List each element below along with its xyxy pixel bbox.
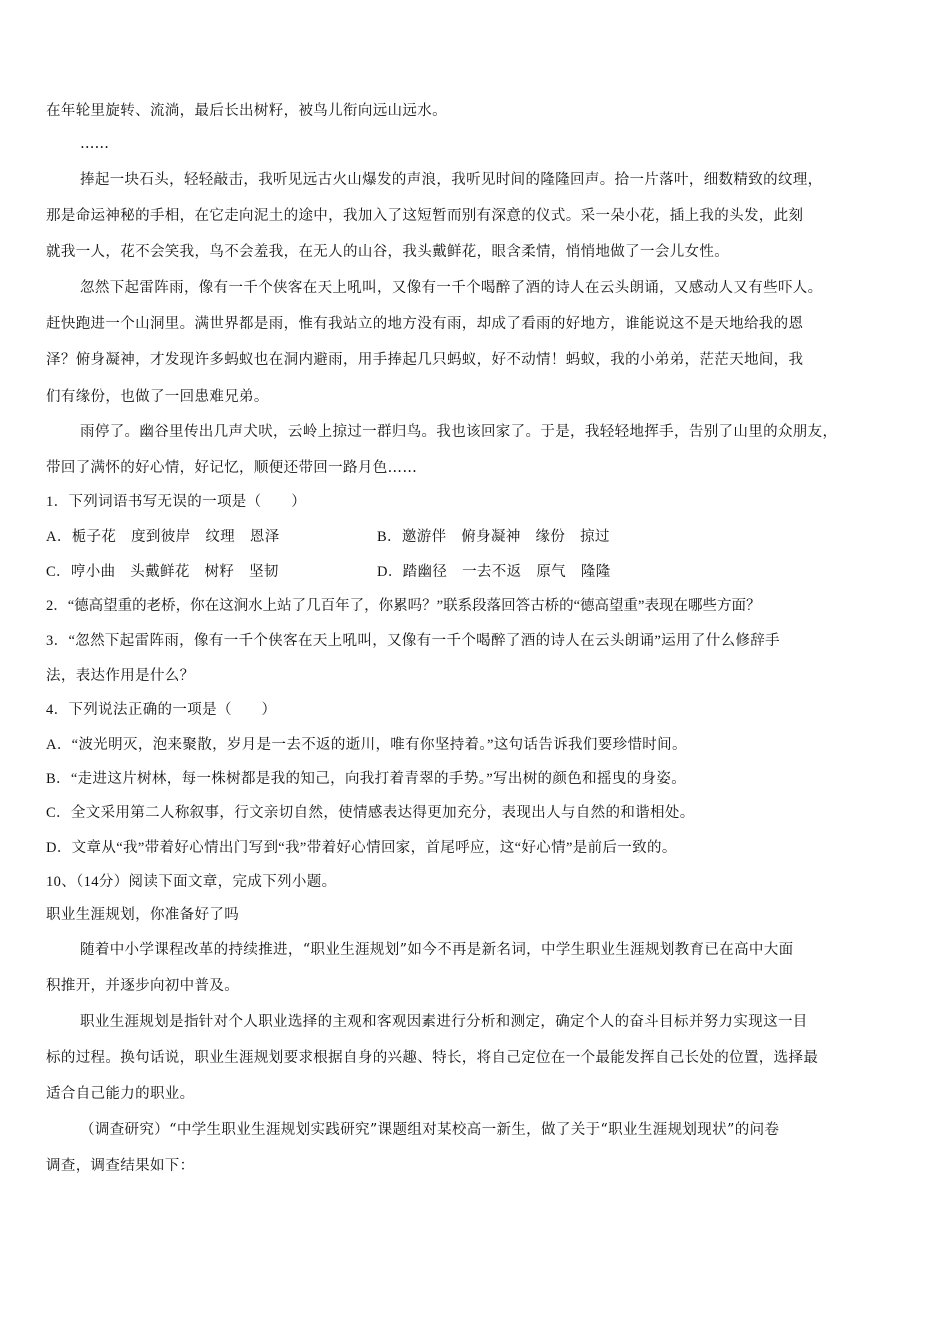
passage-p3-line1: 雨停了。幽谷里传出几声犬吠，云岭上掠过一群归鸟。我也该回家了。于是，我轻轻地挥手，告别了山里的众朋友，	[80, 424, 838, 440]
question-1: 1．下列词语书写无误的一项是（ ）	[46, 494, 307, 510]
article-p2-line2: 标的过程。换句话说，职业生涯规划要求根据自身的兴趣、特长，将自己定位在一个最能发挥自己长处的位置，选择最	[46, 1050, 819, 1066]
passage-p1-line1: 捧起一块石头，轻轻敲击，我听见远古火山爆发的声浪，我听见时间的隆隆回声。拾一片落叶，细数精致的纹理，	[80, 172, 823, 188]
passage-ellipsis: ……	[80, 136, 109, 152]
q4-option-d: D．文章从“我”带着好心情出门写到“我”带着好心情回家，首尾呼应，这“好心情”是前后一致的。	[46, 840, 677, 856]
passage-p1-line2: 那是命运神秘的手相，在它走向泥土的途中，我加入了这短暂而别有深意的仪式。采一朵小花，插上我的头发，此刻	[46, 208, 804, 224]
q4-option-a: A．“波光明灭，泡来聚散，岁月是一去不返的逝川，唯有你坚持着。”这句话告诉我们要珍惜时间。	[46, 737, 687, 753]
q1-option-b: B．邀游伴 俯身凝神 缘份 掠过	[377, 529, 610, 545]
passage-line: 在年轮里旋转、流淌，最后长出树籽，被鸟儿衔向远山远水。	[46, 103, 447, 119]
passage-p2-line4: 们有缘份，也做了一回患难兄弟。	[46, 389, 269, 405]
passage-p2-line2: 赶快跑进一个山洞里。满世界都是雨，惟有我站立的地方没有雨，却成了看雨的好地方，谁能说这不是天地给我的恩	[46, 316, 804, 332]
q1-option-a: A．栀子花 度到彼岸 纹理 恩泽	[46, 529, 280, 545]
article-p3-line2: 调查，调查结果如下：	[46, 1158, 195, 1174]
passage-p3-line2: 带回了满怀的好心情，好记忆，顺便还带回一路月色……	[46, 460, 418, 476]
article-p2-line3: 适合自己能力的职业。	[46, 1086, 195, 1102]
q1-option-c: C．哼小曲 头戴鲜花 树籽 坚韧	[46, 564, 279, 580]
passage-p2-line1: 忽然下起雷阵雨，像有一千个侠客在天上吼叫，又像有一千个喝醉了酒的诗人在云头朗诵，又感动人又有些吓人。	[80, 280, 823, 296]
article-p2-line1: 职业生涯规划是指针对个人职业选择的主观和客观因素进行分析和测定，确定个人的奋斗目标并努力实现这一目	[80, 1014, 808, 1030]
article-p1-line1: 随着中小学课程改革的持续推进，“职业生涯规划”如今不再是新名词，中学生职业生涯规划教育已在高中大面	[80, 942, 794, 958]
article-p1-line2: 积推开，并逐步向初中普及。	[46, 978, 240, 994]
q4-option-c: C．全文采用第二人称叙事，行文亲切自然，使情感表达得更加充分，表现出人与自然的和谐相处。	[46, 805, 695, 821]
article-p3-line1: （调查研究）“中学生职业生涯规划实践研究”课题组对某校高一新生，做了关于“职业生涯规划现状”的问卷	[80, 1122, 780, 1138]
q4-option-b: B．“走进这片树林，每一株树都是我的知己，向我打着青翠的手势。”写出树的颜色和摇曳的身姿。	[46, 771, 687, 787]
question-3-line2: 法，表达作用是什么？	[46, 668, 195, 684]
passage-p1-line3: 就我一人，花不会笑我，鸟不会羞我，在无人的山谷，我头戴鲜花，眼含柔情，悄悄地做了一会儿女性。	[46, 244, 730, 260]
article-title: 职业生涯规划，你准备好了吗	[46, 907, 240, 923]
q1-option-d: D．踏幽径 一去不返 原气 隆隆	[377, 564, 611, 580]
question-3-line1: 3．“忽然下起雷阵雨，像有一千个侠客在天上吼叫，又像有一千个喝醉了酒的诗人在云头朗诵”运用了什么修辞手	[46, 633, 780, 649]
question-4: 4．下列说法正确的一项是（ ）	[46, 702, 277, 718]
section-10-header: 10、（14分）阅读下面文章，完成下列小题。	[46, 874, 337, 890]
question-2: 2．“德高望重的老桥，你在这涧水上站了几百年了，你累吗？”联系段落回答古桥的“德高望重”表现在哪些方面？	[46, 598, 761, 614]
passage-p2-line3: 泽？俯身凝神，才发现许多蚂蚁也在洞内避雨，用手捧起几只蚂蚁，好不动情！蚂蚁，我的小弟弟，茫茫天地间，我	[46, 352, 804, 368]
